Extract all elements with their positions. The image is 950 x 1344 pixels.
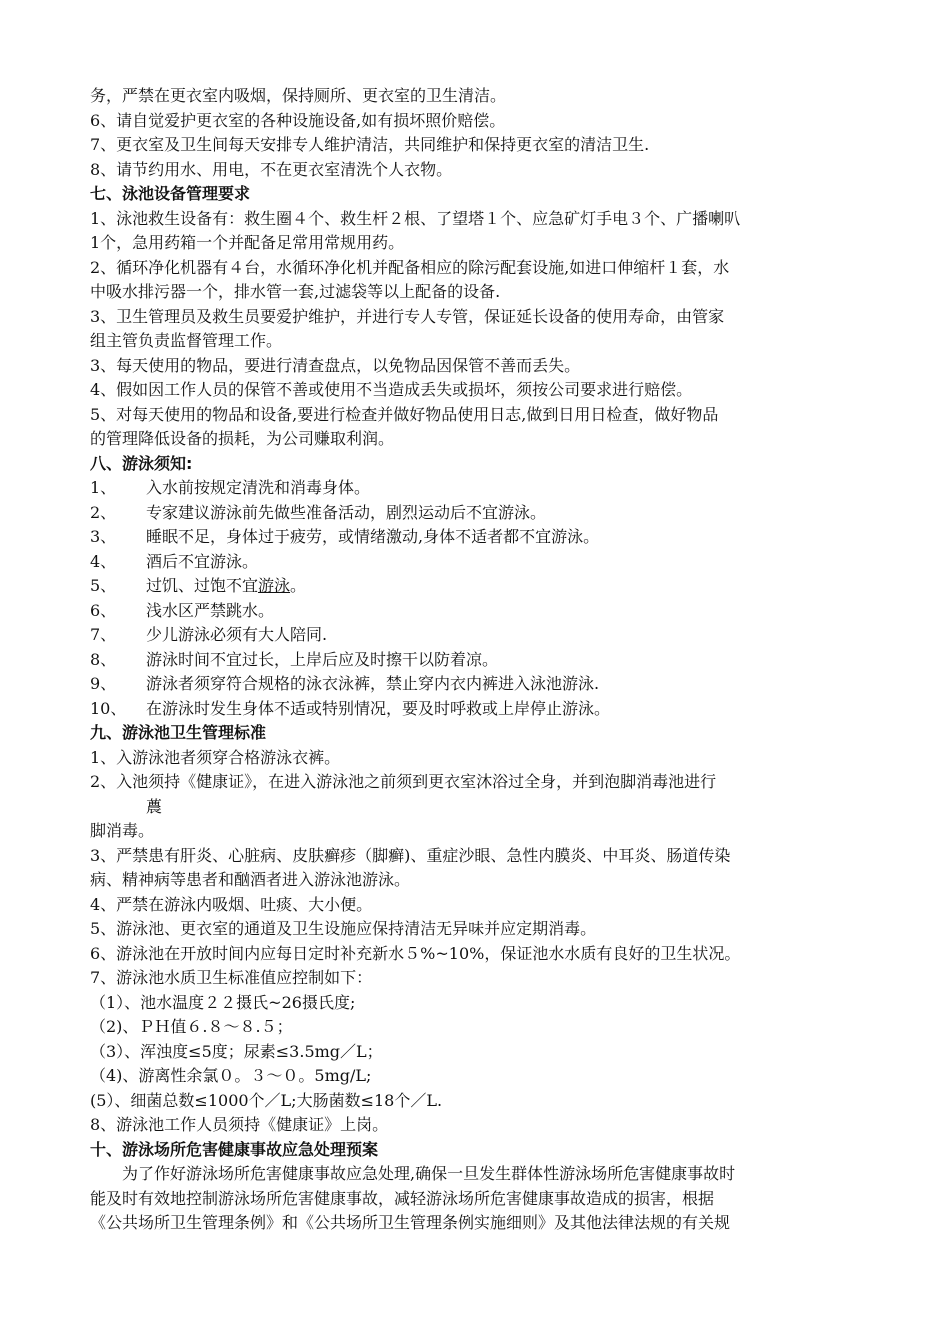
text-line: （2)、ＰＨ值６.８～８.５； — [90, 1017, 293, 1036]
text-line: 1个，急用药箱一个并配备足常用常规用药。 — [90, 233, 405, 252]
list-text: 少儿游泳必须有大人陪同. — [146, 625, 328, 644]
text-line: 1、泳池救生设备有：救生圈４个、救生杆２根、了望塔１个、应急矿灯手电３个、广播喇叭 — [90, 208, 741, 228]
text-line: （4)、游离性余氯０。３～０。5mg/L; — [90, 1066, 372, 1085]
section-heading: 九、游泳池卫生管理标准 — [90, 723, 267, 742]
text-line: （1）、池水温度２２摄氏~26摄氏度; — [90, 992, 356, 1012]
list-item — [90, 550, 860, 575]
text-line: 中吸水排污器一个，排水管一套,过滤袋等以上配备的设备. — [90, 282, 501, 301]
list-item — [90, 697, 860, 722]
text-line: 2、入池须持《健康证》，在进入游泳池之前须到更衣室沐浴过全身，并到泡脚消毒池进行 — [90, 772, 717, 791]
text-line: 5、游泳池、更衣室的通道及卫生设施应保持清洁无异味并应定期消毒。 — [90, 919, 597, 938]
list-item — [90, 574, 860, 599]
list-text: 酒后不宜游泳。 — [146, 551, 259, 571]
text-line: 病、精神病等患者和酗酒者进入游泳池游泳。 — [90, 870, 411, 889]
underlined-link-text[interactable]: 游泳 — [258, 576, 291, 595]
list-number: 8、 — [90, 649, 117, 669]
list-text: 。 — [290, 576, 307, 595]
text-line: 3、每天使用的物品，要进行清查盘点，以免物品因保管不善而丢失。 — [90, 355, 581, 375]
list-text: 浅水区严禁跳水。 — [146, 600, 275, 620]
text-line: 脚消毒。 — [90, 821, 155, 840]
list-item — [90, 525, 860, 550]
text-line: 4、假如因工作人员的保管不善或使用不当造成丢失或损坏，须按公司要求进行赔偿。 — [90, 380, 693, 399]
list-number: 6、 — [90, 600, 117, 620]
list-item — [90, 476, 860, 501]
list-text: 睡眠不足，身体过于疲劳，或情绪激动,身体不适者都不宜游泳。 — [146, 527, 600, 546]
text-line: 7、更衣室及卫生间每天安排专人维护清洁，共同维护和保持更衣室的清洁卫生. — [90, 135, 650, 154]
text-line: 4、严禁在游泳内吸烟、吐痰、大小便。 — [90, 894, 373, 914]
paragraph-line: 能及时有效地控制游泳场所危害健康事故，减轻游泳场所危害健康事故造成的损害，根据 — [90, 1188, 715, 1208]
text-line: 的管理降低设备的损耗，为公司赚取利润。 — [90, 429, 395, 448]
paragraph-line: 《公共场所卫生管理条例》和《公共场所卫生管理条例实施细则》及其他法律法规的有关规 — [90, 1213, 731, 1232]
text-line: 3、严禁患有肝炎、心脏病、皮肤癣疹（脚癣)、重症沙眼、急性内膜炎、中耳炎、肠道传染 — [90, 845, 731, 865]
text-line: 2、循环净化机器有４台，水循环净化机并配备相应的除污配套设施,如进口伸缩杆１套，水 — [90, 257, 730, 277]
text-line: 蕽 — [146, 796, 163, 816]
list-number: 4、 — [90, 551, 117, 571]
list-item — [90, 648, 860, 673]
list-item — [90, 501, 860, 526]
text-line: 5、对每天使用的物品和设备,要进行检查并做好物品使用日志,做到日用日检查，做好物品 — [90, 404, 719, 424]
list-text: 入水前按规定清洗和消毒身体。 — [146, 478, 371, 497]
list-item — [90, 599, 860, 624]
list-number: 1、 — [90, 478, 117, 497]
section-heading: 八、游泳须知: — [90, 453, 193, 473]
text-line: 7、游泳池水质卫生标准值应控制如下： — [90, 968, 373, 987]
text-line: 组主管负责监督管理工作。 — [90, 331, 283, 350]
text-line: 6、请自觉爱护更衣室的各种设施设备,如有损坏照价赔偿。 — [90, 110, 506, 130]
list-text: 游泳者须穿符合规格的泳衣泳裤，禁止穿内衣内裤进入泳池游泳. — [146, 674, 600, 693]
list-text: 游泳时间不宜过长，上岸后应及时擦干以防着凉。 — [146, 649, 499, 669]
list-item — [90, 623, 860, 648]
text-line: 务，严禁在更衣室内吸烟，保持厕所、更衣室的卫生清洁。 — [90, 86, 507, 105]
list-item — [90, 672, 860, 697]
section-heading: 十、游泳场所危害健康事故应急处理预案 — [90, 1139, 379, 1159]
list-text: 过饥、过饱不宜 — [146, 576, 259, 595]
text-line: 8、请节约用水、用电，不在更衣室清洗个人衣物。 — [90, 159, 453, 179]
list-text: 在游泳时发生身体不适或特别情况，要及时呼救或上岸停止游泳。 — [146, 698, 611, 718]
section-heading: 七、泳池设备管理要求 — [90, 184, 251, 203]
text-line: 1、入游泳池者须穿合格游泳衣裤。 — [90, 747, 341, 767]
document-page — [90, 84, 860, 1236]
paragraph-line: 为了作好游泳场所危害健康事故应急处理,确保一旦发生群体性游泳场所危害健康事故时 — [122, 1164, 736, 1183]
list-number: 10、 — [90, 698, 127, 718]
text-line: 6、游泳池在开放时间内应每日定时补充新水５%~10%，保证池水水质有良好的卫生状况。 — [90, 943, 741, 963]
list-number: 2、 — [90, 502, 117, 522]
text-line: 8、游泳池工作人员须持《健康证》上岗。 — [90, 1115, 389, 1134]
text-line: 3、卫生管理员及救生员要爱护维护，并进行专人专管，保证延长设备的使用寿命，由管家 — [90, 306, 725, 326]
text-line: (5）、细菌总数≤1000个／L;大肠菌数≤18个／L. — [90, 1090, 443, 1110]
text-line: （3）、浑浊度≤5度；尿素≤3.5mg／L； — [90, 1041, 383, 1061]
list-number: 9、 — [90, 674, 117, 693]
list-number: 3、 — [90, 527, 117, 546]
list-number: 5、 — [90, 576, 117, 595]
list-number: 7、 — [90, 625, 117, 644]
list-text: 专家建议游泳前先做些准备活动，剧烈运动后不宜游泳。 — [146, 502, 547, 522]
